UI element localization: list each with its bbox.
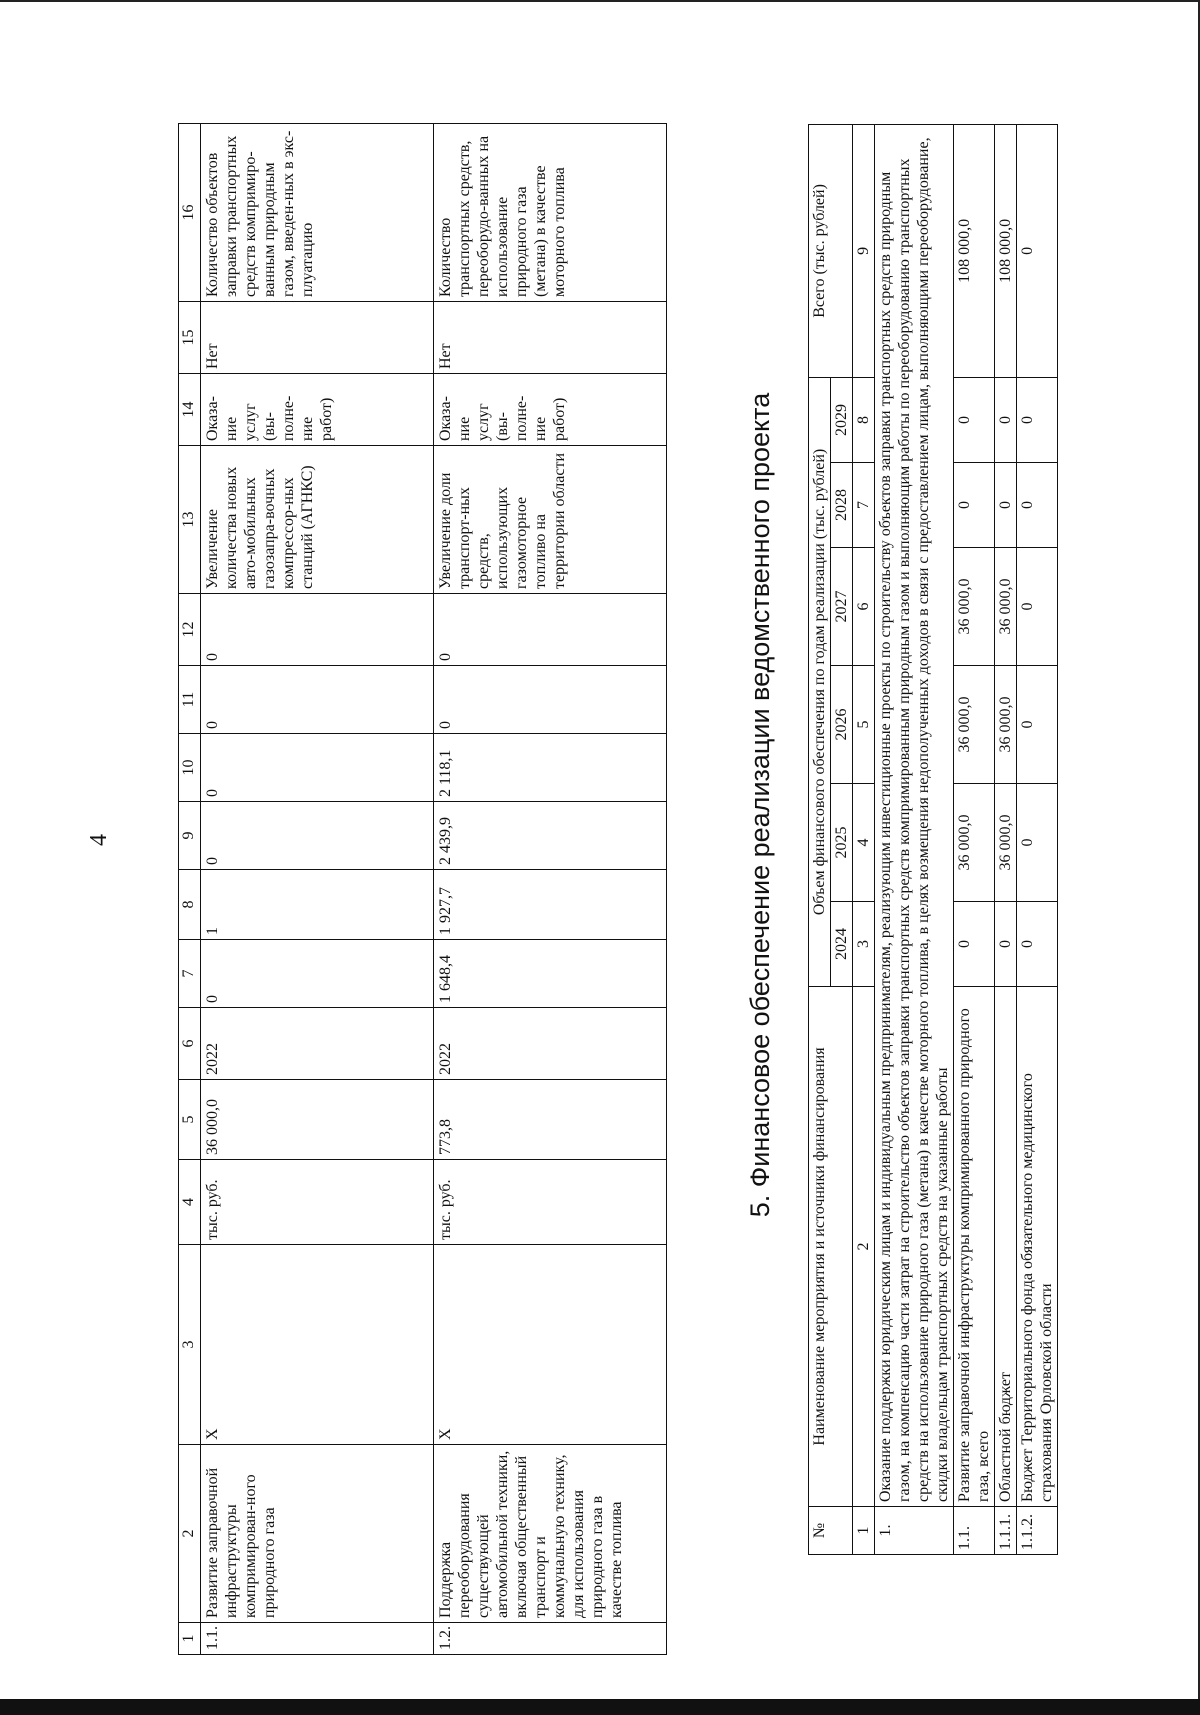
row-number: 1. [875,1507,954,1555]
year-value: 0 [954,902,995,987]
column-index: 3 [179,1245,201,1445]
table-row [995,124,1017,1554]
column-index: 14 [179,374,201,446]
cell: 2 439,9 [434,802,667,870]
table-row [434,124,667,1655]
cell: 0 [434,594,667,666]
source-name: Бюджет Территориального фонда обязательного медицинского страхования Орловской области [1017,987,1058,1507]
source-name: Областной бюджет [995,987,1017,1507]
column-index: 7 [179,940,201,1008]
year-value: 36 000,0 [954,784,995,902]
cell: 0 [201,802,434,870]
cell: Нет [434,302,667,374]
unit: тыс. руб. [434,1160,667,1245]
column-index: 1 [853,1507,875,1555]
column-index: 12 [179,594,201,666]
year-value: 0 [954,463,995,548]
cell: X [434,1245,667,1445]
name-header: Наименование мероприятия и источники финансирования [809,987,853,1507]
cell: 1 [201,870,434,940]
measure-name: Развитие заправочной инфраструктуры компримирован-ного природного газа [201,1445,434,1623]
total-header: Всего (тыс. рублей) [809,124,853,377]
total-value: 108 000,0 [995,124,1017,377]
row-number: 1.2. [434,1623,667,1655]
year-header: 2029 [831,377,853,462]
table-row [1017,124,1058,1554]
year-value: 36 000,0 [954,666,995,784]
cell: 2022 [434,1008,667,1080]
year-header: 2028 [831,463,853,548]
indicator-description: Количество транспортных средств, переоборудо-ванных на использование природного газа (метана) в качестве моторного топлива [434,124,667,302]
year-value: 36 000,0 [995,548,1017,666]
result-type: Оказа-ние услуг (вы-полне-ние работ) [434,374,667,446]
year-value: 0 [1017,377,1058,462]
column-index: 4 [853,784,875,902]
cell: 773,8 [434,1080,667,1160]
total-value: 108 000,0 [954,124,995,377]
cell: 0 [201,594,434,666]
cell: 2 118,1 [434,734,667,802]
year-value: 36 000,0 [954,548,995,666]
column-index: 1 [179,1623,201,1655]
year-value: 36 000,0 [995,784,1017,902]
table-row [954,124,995,1554]
year-value: 0 [995,377,1017,462]
cell: X [201,1245,434,1445]
cell: 1 927,7 [434,870,667,940]
cell: 36 000,0 [201,1080,434,1160]
project-measures-table [178,123,667,1655]
column-index: 2 [179,1445,201,1623]
volume-header: Объем финансового обеспечения по годам реализации (тыс. рублей) [809,377,831,986]
total-value: 0 [1017,124,1058,377]
column-index: 3 [853,902,875,987]
year-value: 0 [1017,463,1058,548]
column-index: 4 [179,1160,201,1245]
column-index: 2 [853,987,875,1507]
column-index: 5 [179,1080,201,1160]
unit: тыс. руб. [201,1160,434,1245]
column-index: 8 [179,870,201,940]
cell: 2022 [201,1008,434,1080]
year-value: 0 [954,377,995,462]
year-value: 0 [1017,784,1058,902]
column-index: 13 [179,446,201,594]
year-value: 36 000,0 [995,666,1017,784]
table-row [201,124,434,1655]
result-type: Оказа-ние услуг (вы-полне-ние работ) [201,374,434,446]
result-description: Увеличение количества новых авто-мобильных газозапра-вочных компрессор-ных станций (АГНКС) [201,446,434,594]
financing-table [808,124,1058,1555]
column-index: 16 [179,124,201,302]
column-index: 15 [179,302,201,374]
cell: 0 [201,940,434,1008]
column-index: 11 [179,666,201,734]
column-index: 7 [853,463,875,548]
year-value: 0 [1017,666,1058,784]
section-row [875,124,954,1554]
result-description: Увеличение доли транспорт-ных средств, использующих газомоторное топливо на территории области [434,446,667,594]
cell: 0 [434,666,667,734]
section-title: 5. Финансовое обеспечение реализации ведомственного проекта [745,392,775,1218]
cell: 0 [201,666,434,734]
row-number: 1.1. [201,1623,434,1655]
year-value: 0 [1017,548,1058,666]
indicator-description: Количество объектов заправки транспортных средств компримиро-ванным природным газом, введен-ных в экс-плуатацию [201,124,434,302]
section-description: Оказание поддержки юридическим лицам и индивидуальным предпринимателям, реализующим инвестиционные проекты по строительству объектов заправки транспортных средств природным газом, на компенсацию части затрат на строительство объектов заправки транспортных средств компримированным природным газом и выполняющим работы по переоборудованию транспортных средств на использование природного газа (метана) в качестве моторного топлива, в целях возмещения недополученных доходов в связи с предоставлением лицам, выполняющими переоборудование, скидки владельцам транспортных средств на указанные работы [875,124,954,1506]
cell: 1 648,4 [434,940,667,1008]
column-index: 9 [853,124,875,377]
year-header: 2024 [831,902,853,987]
cell: 0 [201,734,434,802]
year-header: 2027 [831,548,853,666]
year-value: 0 [995,463,1017,548]
year-header: 2025 [831,784,853,902]
row-number: 1.1. [954,1507,995,1555]
row-number: 1.1.1. [995,1507,1017,1555]
source-name: Развитие заправочной инфраструктуры компримированного природного газа, всего [954,987,995,1507]
year-value: 0 [1017,902,1058,987]
column-index-row [853,124,875,1554]
cell: Нет [201,302,434,374]
column-index: 8 [853,377,875,462]
header-row [809,124,831,1554]
number-header: № [809,1507,853,1555]
year-value: 0 [995,902,1017,987]
column-index: 6 [853,548,875,666]
column-index: 6 [179,1008,201,1080]
column-index: 10 [179,734,201,802]
row-number: 1.1.2. [1017,1507,1058,1555]
column-index: 9 [179,802,201,870]
measure-name: Поддержка переоборудования существующей автомобильной техники, включая общественный транспорт и коммунальную технику, для использования природного газа в качестве топлива [434,1445,667,1623]
column-index: 5 [853,666,875,784]
year-header: 2026 [831,666,853,784]
page-number: 4 [86,834,112,846]
table-header-row [179,124,201,1655]
